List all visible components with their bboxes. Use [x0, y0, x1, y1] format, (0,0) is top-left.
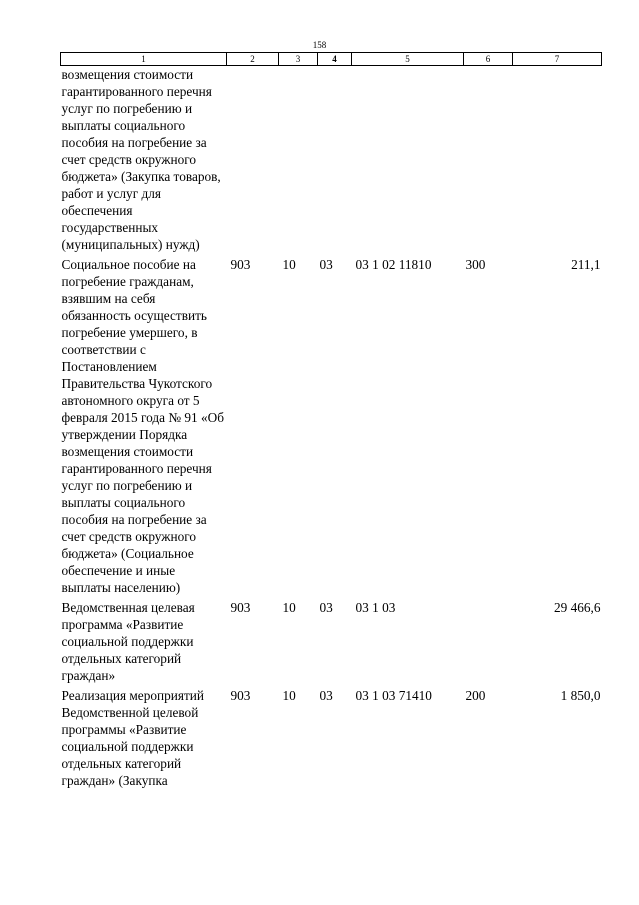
row-target: 03 1 03 71410 [355, 688, 432, 703]
row-amount: 211,1 [571, 257, 601, 272]
header-col-7: 7 [513, 53, 602, 66]
header-row [61, 53, 602, 66]
page-number: 158 [312, 40, 327, 50]
header-col-3: 3 [279, 53, 318, 66]
row-description: Ведомственная целевая программа «Развитие социальной поддержки отдельных категорий граждан» [61, 600, 195, 683]
table-row [61, 686, 602, 791]
row-section: 10 [282, 257, 296, 272]
row-ministry: 903 [230, 600, 251, 615]
header-col-5: 5 [352, 53, 464, 66]
row-expense-type: 200 [465, 688, 486, 703]
row-expense-type: 300 [465, 257, 486, 272]
row-description: Реализация мероприятий Ведомственной целевой программы «Развитие социальной поддержки отдельных категорий граждан» (Закупка [61, 688, 205, 788]
row-amount: 29 466,6 [553, 600, 601, 615]
row-expense-type [464, 598, 513, 686]
row-section: 10 [282, 600, 296, 615]
header-col-2: 2 [227, 53, 279, 66]
row-ministry: 903 [230, 688, 251, 703]
table-row [61, 598, 602, 686]
header-col-6: 6 [464, 53, 513, 66]
row-description: Социальное пособие на погребение гражданам, взявшим на себя обязанность осуществить погребение умершего, в соответствии с Постановлением Правительства Чукотского автономного округа от 5 февраля 2015 года № 91 «Об утверждении Порядка возмещения стоимости гарантированного перечня услуг по погребению и выплаты социального пособия на погребение за счет средств окружного бюджета» (Социальное обеспечение и иные выплаты населению) [61, 257, 224, 595]
continuation-description: возмещения стоимости гарантированного перечня услуг по погребению и выплаты социального пособия на погребение за счет средств окружного бюджета» (Закупка товаров, работ и услуг для обеспечения государственных (муниципальных) нужд) [61, 67, 221, 252]
continuation-row [61, 66, 602, 256]
row-subsection: 03 [319, 688, 333, 703]
row-target: 03 1 02 11810 [355, 257, 432, 272]
row-subsection: 03 [319, 600, 333, 615]
row-ministry: 903 [230, 257, 251, 272]
table-row [61, 255, 602, 598]
header-col-4: 4 [318, 53, 352, 66]
budget-table [60, 52, 602, 791]
row-subsection: 03 [319, 257, 333, 272]
header-col-1: 1 [61, 53, 227, 66]
row-section: 10 [282, 688, 296, 703]
row-target: 03 1 03 [355, 600, 396, 615]
row-amount: 1 850,0 [560, 688, 601, 703]
